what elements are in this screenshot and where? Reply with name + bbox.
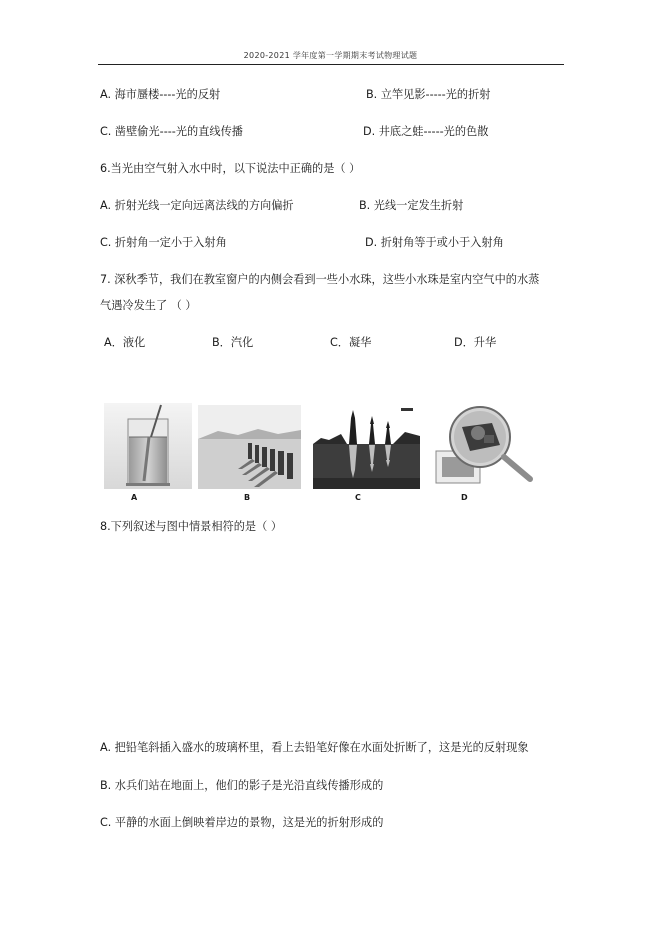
q7-option-b: B．汽化 — [212, 336, 254, 349]
figure-b-soldiers-shadows — [198, 405, 301, 489]
q8-option-b: B. 水兵们站在地面上，他们的影子是光沿直线传播形成的 — [100, 779, 384, 792]
figure-c-pagoda-reflection — [313, 404, 420, 489]
q7-stem-line1: 7. 深秋季节，我们在教室窗户的内侧会看到一些小水珠，这些小水珠是室内空气中的水蒸 — [100, 273, 540, 286]
q6-stem: 6.当光由空气射入水中时，以下说法中正确的是（ ） — [100, 162, 361, 175]
q6-option-c: C. 折射角一定小于入射角 — [100, 236, 227, 249]
q8-option-a: A. 把铅笔斜插入盛水的玻璃杯里，看上去铅笔好像在水面处折断了，这是光的反射现象 — [100, 741, 529, 754]
q6-option-a: A. 折射光线一定向远离法线的方向偏折 — [100, 199, 294, 212]
q7-stem-line2: 气遇冷发生了 （ ） — [100, 299, 197, 312]
header-divider — [98, 64, 564, 65]
figure-a-label: A — [131, 493, 138, 502]
figure-b-label: B — [244, 493, 251, 502]
q7-option-d: D．升华 — [454, 336, 497, 349]
q6-option-d: D. 折射角等于或小于入射角 — [365, 236, 504, 249]
q8-option-c: C. 平静的水面上倒映着岸边的景物，这是光的折射形成的 — [100, 816, 384, 829]
page-header: 2020-2021 学年度第一学期期末考试物理试题 — [243, 51, 418, 60]
q7-option-c: C．凝华 — [330, 336, 372, 349]
figure-d-label: D — [461, 493, 468, 502]
q5-option-d: D. 井底之蛙-----光的色散 — [363, 125, 489, 138]
q5-option-a: A. 海市蜃楼----光的反射 — [100, 88, 221, 101]
figure-a-pencil-in-glass — [104, 403, 192, 489]
q6-option-b: B. 光线一定发生折射 — [359, 199, 464, 212]
q8-stem: 8.下列叙述与图中情景相符的是（ ） — [100, 520, 283, 533]
q5-option-b: B. 立竿见影-----光的折射 — [366, 88, 491, 101]
q5-option-c: C. 凿壁偷光----光的直线传播 — [100, 125, 243, 138]
q7-option-a: A．液化 — [104, 336, 146, 349]
figure-c-label: C — [355, 493, 361, 502]
figure-d-magnifying-glass — [430, 405, 538, 489]
